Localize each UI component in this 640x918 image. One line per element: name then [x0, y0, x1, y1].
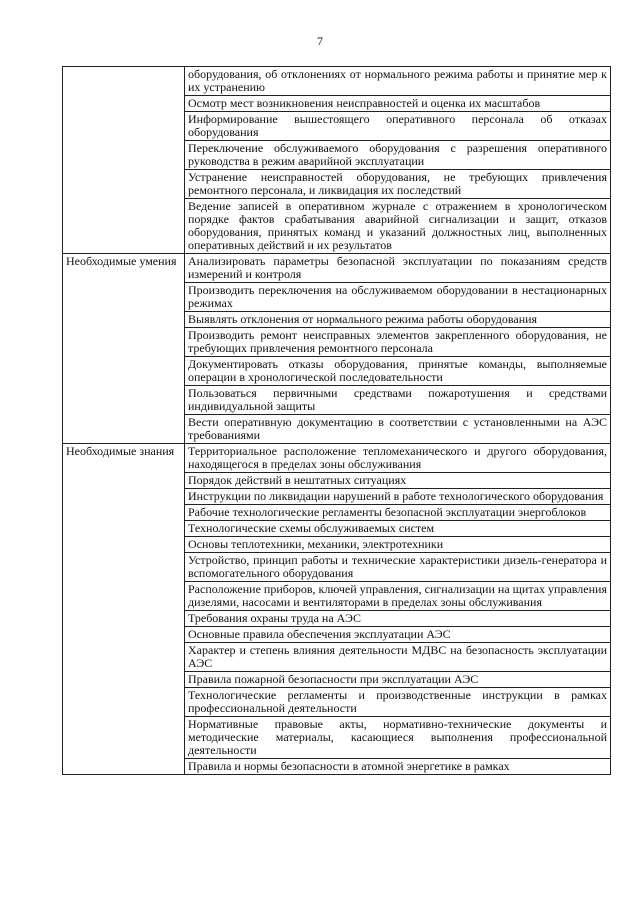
- list-item: Требования охраны труда на АЭС: [185, 611, 611, 627]
- list-item: Переключение обслуживаемого оборудования с разрешения оперативного руководства в режим аварийной эксплуатации: [185, 141, 611, 170]
- list-item: Основные правила обеспечения эксплуатации АЭС: [185, 627, 611, 643]
- list-item: Ведение записей в оперативном журнале с отражением в хронологическом порядке фактов срабатывания аварийной сигнализации и защит, отказов оборудования, принятых команд и указаний должностных лиц, выполненных оперативных действий и их результатов: [185, 199, 611, 254]
- table-row: [63, 254, 611, 283]
- list-item: Основы теплотехники, механики, электротехники: [185, 537, 611, 553]
- list-item: Выявлять отклонения от нормального режима работы оборудования: [185, 312, 611, 328]
- list-item: Рабочие технологические регламенты безопасной эксплуатации энергоблоков: [185, 505, 611, 521]
- list-item: Нормативные правовые акты, нормативно-технические документы и методические материалы, касающиеся выполнения профессиональной деятельности: [185, 717, 611, 759]
- list-item: Правила и нормы безопасности в атомной энергетике в рамках: [185, 759, 611, 775]
- list-item: Анализировать параметры безопасной эксплуатации по показаниям средств измерений и контроля: [185, 254, 611, 283]
- list-item: Устройство, принцип работы и технические характеристики дизель-генератора и вспомогательного оборудования: [185, 553, 611, 582]
- list-item: Характер и степень влияния деятельности МДВС на безопасность эксплуатации АЭС: [185, 643, 611, 672]
- table-row: [63, 444, 611, 473]
- section-label-skills: Необходимые умения: [63, 254, 185, 444]
- list-item: Производить переключения на обслуживаемом оборудовании в нестационарных режимах: [185, 283, 611, 312]
- section-label-knowledge: Необходимые знания: [63, 444, 185, 775]
- list-item: Расположение приборов, ключей управления, сигнализации на щитах управления дизелями, насосами и вентиляторами в пределах зоны обслуживания: [185, 582, 611, 611]
- list-item: Технологические схемы обслуживаемых систем: [185, 521, 611, 537]
- list-item: оборудования, об отклонениях от нормального режима работы и принятие мер к их устранению: [185, 67, 611, 96]
- list-item: Информирование вышестоящего оперативного персонала об отказах оборудования: [185, 112, 611, 141]
- list-item: Технологические регламенты и производственные инструкции в рамках профессиональной деятельности: [185, 688, 611, 717]
- section-label-actions: [63, 67, 185, 254]
- list-item: Пользоваться первичными средствами пожаротушения и средствами индивидуальной защиты: [185, 386, 611, 415]
- list-item: Инструкции по ликвидации нарушений в работе технологического оборудования: [185, 489, 611, 505]
- list-item: Устранение неисправностей оборудования, не требующих привлечения ремонтного персонала, и ликвидация их последствий: [185, 170, 611, 199]
- list-item: Территориальное расположение тепломеханического и другого оборудования, находящегося в пределах зоны обслуживания: [185, 444, 611, 473]
- list-item: Производить ремонт неисправных элементов закрепленного оборудования, не требующих привлечения ремонтного персонала: [185, 328, 611, 357]
- list-item: Правила пожарной безопасности при эксплуатации АЭС: [185, 672, 611, 688]
- page-number: 7: [317, 34, 323, 48]
- list-item: Вести оперативную документацию в соответствии с установленными на АЭС требованиями: [185, 415, 611, 444]
- list-item: Осмотр мест возникновения неисправностей и оценка их масштабов: [185, 96, 611, 112]
- list-item: Порядок действий в нештатных ситуациях: [185, 473, 611, 489]
- competency-table: [62, 66, 611, 775]
- list-item: Документировать отказы оборудования, принятые команды, выполняемые операции в хронологической последовательности: [185, 357, 611, 386]
- table-row: [63, 67, 611, 96]
